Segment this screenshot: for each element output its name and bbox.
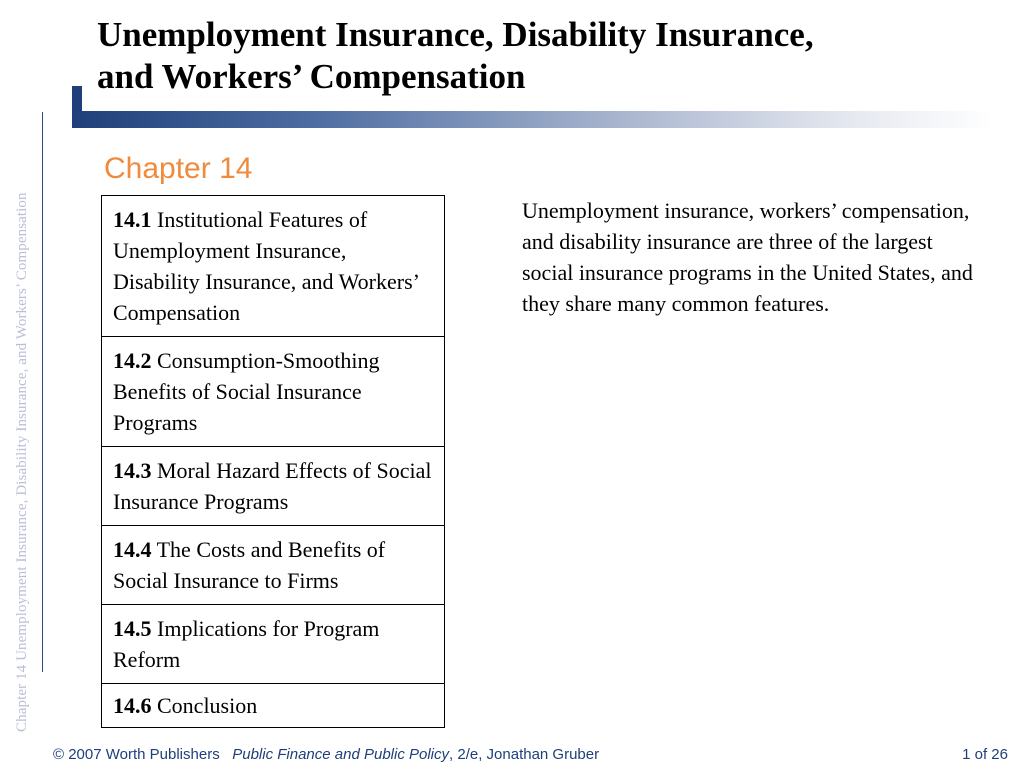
- page-number: 1 of 26: [962, 746, 1008, 763]
- footer-book-title: Public Finance and Public Policy: [232, 746, 450, 763]
- slide-title-line-1: Unemployment Insurance, Disability Insurance,: [97, 15, 814, 54]
- toc-item-14-2: [102, 337, 444, 447]
- toc-item-number: 14.4: [113, 537, 152, 562]
- toc-item-14-6: [102, 684, 444, 727]
- toc-item-number: 14.3: [113, 458, 152, 483]
- title-gradient-bar: [72, 111, 992, 128]
- slide-title-line-2: and Workers’ Compensation: [97, 57, 526, 96]
- intro-paragraph: Unemployment insurance, workers’ compensation, and disability insurance are three of the largest social insurance programs in the United States, and they share many common features.: [522, 198, 973, 316]
- footer-book-edition: , 2/e, Jonathan Gruber: [449, 746, 600, 763]
- side-running-title: Chapter 14 Unemployment Insurance, Disability Insurance, and Workers’ Compensation: [14, 192, 30, 732]
- footer-copyright: © 2007 Worth Publishers: [53, 746, 220, 763]
- toc-item-number: 14.6: [113, 693, 152, 718]
- toc-item-text: Institutional Features of Unemployment Insurance, Disability Insurance, and Workers’ Compensation: [113, 207, 419, 325]
- toc-item-14-3: [102, 447, 444, 526]
- chapter-label: Chapter 14: [104, 152, 253, 185]
- toc-item-14-1: [102, 196, 444, 337]
- toc-item-text: Moral Hazard Effects of Social Insurance Programs: [113, 458, 432, 514]
- footer-credits: [53, 746, 599, 763]
- toc-item-text: The Costs and Benefits of Social Insurance to Firms: [113, 537, 386, 593]
- toc-item-text: Consumption-Smoothing Benefits of Social Insurance Programs: [113, 348, 380, 435]
- side-divider-line: [42, 112, 43, 672]
- toc-item-14-4: [102, 526, 444, 605]
- toc-item-14-5: [102, 605, 444, 684]
- toc-item-number: 14.2: [113, 348, 152, 373]
- table-of-contents: [101, 195, 445, 728]
- toc-item-number: 14.1: [113, 207, 152, 232]
- toc-item-text: Conclusion: [157, 693, 258, 718]
- toc-item-number: 14.5: [113, 616, 152, 641]
- slide-title: [97, 14, 977, 98]
- toc-item-text: Implications for Program Reform: [113, 616, 380, 672]
